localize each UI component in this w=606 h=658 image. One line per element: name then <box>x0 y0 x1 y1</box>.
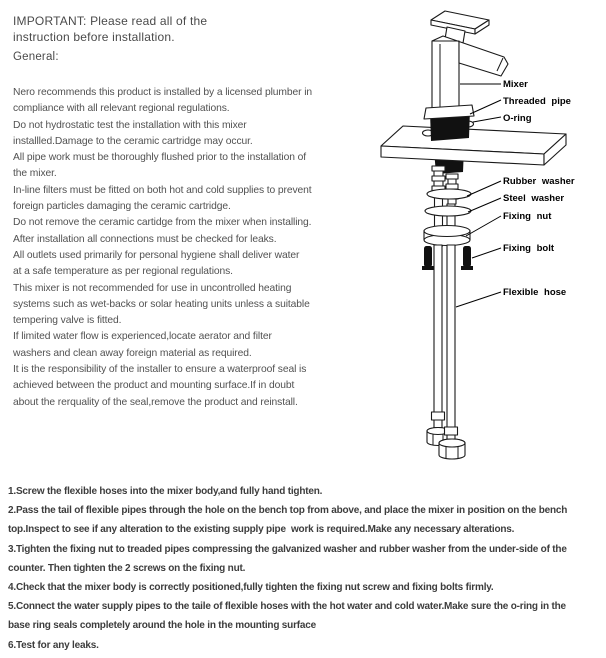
installation-steps <box>8 482 567 655</box>
text-line: After installation all connections must be checked for leaks. <box>13 233 277 245</box>
step-line: counter. Then tighten the 2 screws on the fixing nut. <box>8 562 246 574</box>
text-line: systems such as wet-backs or solar heating units unless a suitable <box>13 298 310 310</box>
rubber-washer-drawing <box>427 189 471 199</box>
text-line: about the rerquality of the seal,remove the product and reinstall. <box>13 396 298 408</box>
general-paragraph <box>13 85 312 411</box>
general-heading: General: <box>13 51 59 63</box>
text-line: tempering valve is fitted. <box>13 315 122 327</box>
text-line: compliance with all relevant regional regulations. <box>13 103 230 115</box>
step-line: 1.Screw the flexible hoses into the mixer body,and fully hand tighten. <box>8 486 323 497</box>
step-line: 5.Connect the water supply pipes to the taile of flexible hoses with the hot water and cold water.Make sure the o-ring in the <box>8 601 566 613</box>
text-line: instruction before installation. <box>13 30 175 44</box>
step-line: 2.Pass the tail of flexible pipes through the hole on the bench top from above, and place the mixer in position on the bench <box>8 505 568 517</box>
text-line: If limited water flow is experienced,locate aerator and filter <box>13 331 272 343</box>
step-line: top.Inspect to see if any alteration to the existing supply pipe work is required.Make any necessary alterations. <box>8 524 515 536</box>
text-line: the mixer. <box>13 168 57 180</box>
text-line: achieved between the product and mounting surface.If in doubt <box>13 380 295 392</box>
text-line: washers and clean away foreign material as required. <box>13 347 252 359</box>
label-fixing-nut: Fixing nut <box>503 211 552 222</box>
text-line: All outlets used primarily for personal hygiene shall deliver water <box>13 249 300 261</box>
text-line: Do not remove the ceramic cartidge from the mixer when installing. <box>13 217 312 229</box>
text-line: All pipe work must be thoroughly flushed prior to the installation of <box>13 152 307 164</box>
text-line: foreign particles damaging the ceramic cartridge. <box>13 201 231 213</box>
fixing-nut-drawing <box>424 226 470 246</box>
step-line: 3.Tighten the fixing nut to treaded pipes compressing the galvanized washer and rubber washer from the under-side of the <box>8 543 567 555</box>
text-line: Do not hydrostatic test the installation with this mixer <box>13 119 247 131</box>
label-threaded-pipe: Threaded pipe <box>503 96 571 107</box>
text-line: Nero recommends this product is installed by a licensed plumber in <box>13 87 313 98</box>
step-line: base ring seals completely around the hole in the mounting surface <box>8 620 316 632</box>
text-line: This mixer is not recommended for use in uncontrolled heating <box>13 282 292 294</box>
text-line: IMPORTANT: Please read all of the <box>13 14 208 28</box>
important-notice <box>13 13 207 45</box>
step-line: 6.Test for any leaks. <box>8 639 99 651</box>
bench-top-drawing <box>381 126 566 165</box>
step-line: 4.Check that the mixer body is correctly positioned,fully tighten the fixing nut screw and fixing bolts firmly. <box>8 582 494 594</box>
text-line: In-line filters must be fitted on both hot and cold supplies to prevent <box>13 184 312 196</box>
mixer-drawing <box>423 11 509 141</box>
label-fixing-bolt: Fixing bolt <box>503 243 555 254</box>
label-rubber-washer: Rubber washer <box>503 176 575 187</box>
label-mixer: Mixer <box>503 79 528 90</box>
label-steel-washer: Steel washer <box>503 193 565 204</box>
label-flexible-hose: Flexible hose <box>503 287 567 298</box>
text-line: at a safe temperature as per regional regulations. <box>13 266 233 278</box>
label-o-ring: O-ring <box>503 113 532 124</box>
text-line: installled.Damage to the ceramic cartridge may occur. <box>13 135 253 147</box>
text-line: It is the responsibility of the installer to ensure a waterproof seal is <box>13 364 307 376</box>
flexible-hoses-drawing <box>427 245 465 459</box>
mixer-installation-diagram <box>380 0 606 480</box>
steel-washer-drawing <box>425 206 471 216</box>
